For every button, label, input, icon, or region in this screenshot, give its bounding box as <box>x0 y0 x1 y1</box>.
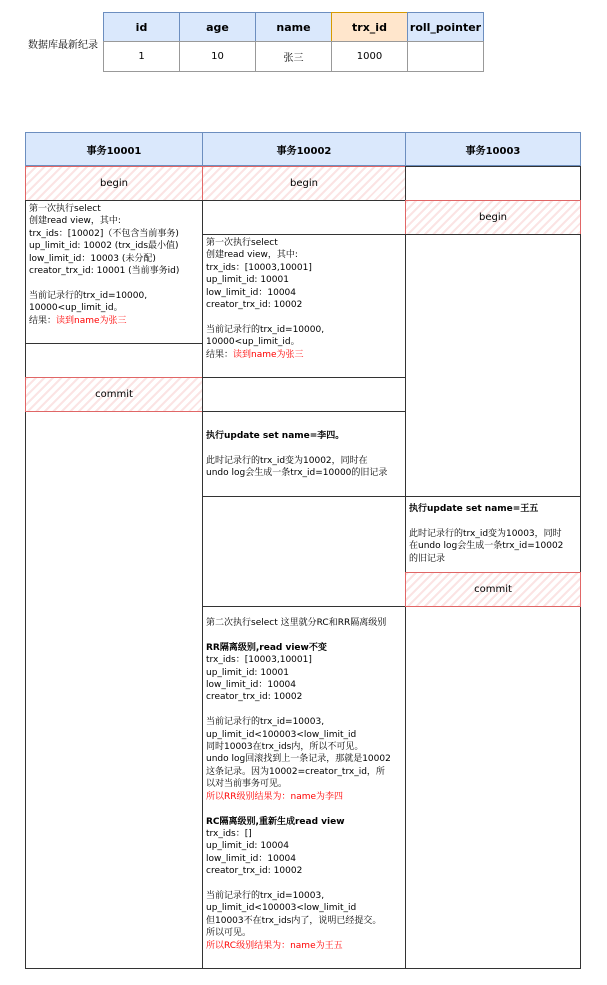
rr-result: 所以RR级别结果为：name为李四 <box>206 791 344 802</box>
t10001-select-details: 第一次执行select 创建read view，其中: trx_ids：[10002]（不包含当前事务) up_limit_id: 10002 (trx_ids最小值) low_limit_id：10003 (未分配) creator_trx_id: 10001 (当前事务id) 当前记录行的trx_id=10000, 10000<up_limit_id。 <box>29 204 180 314</box>
rc-details: trx_ids：[] up_limit_id: 10004 low_limit_id：10004 creator_trx_id: 10002 当前记录行的trx_id=10003, up_limit_id<100003<low_limit_id 但10003不在trx_ids内了，说明已经提交。 所以可见。 <box>206 828 382 939</box>
rc-title: RC隔离级别,重新生成read view <box>206 816 345 827</box>
t10003-update-details: 此时记录行的trx_id变为10003，同时 在undo log会生成一条trx_id=10002 的旧记录 <box>409 528 564 564</box>
t10002-begin: begin <box>202 166 406 201</box>
rr-details: trx_ids：[10003,10001] up_limit_id: 10001 low_limit_id：10004 creator_trx_id: 10002 当前记录行的trx_id=10003, up_limit_id<100003<low_limit_id 同时10003在trx_ids内，所以不可见。 undo log回滚找到上一条记录，那就是10002 这条记录。因为10002=creator_trx_id，所 以对当前事务可见。 <box>206 655 391 790</box>
cell-trx-id: 1000 <box>331 41 408 72</box>
header-roll-pointer: roll_pointer <box>407 12 484 42</box>
t10003-spacer-2 <box>405 234 581 497</box>
cell-roll-pointer <box>407 41 484 72</box>
t10003-update-title: 执行update set name=王五 <box>409 504 539 514</box>
header-trx-id: trx_id <box>331 12 408 42</box>
t10001-commit: commit <box>25 377 203 412</box>
cell-name: 张三 <box>255 41 332 72</box>
t10002-select-details: 第一次执行select 创建read view，其中: trx_ids：[10003,10001] up_limit_id: 10001 low_limit_id：10004 creator_trx_id: 10002 当前记录行的trx_id=10000, 10000<up_limit_id。 <box>206 238 325 348</box>
transaction-header-10002: 事务10002 <box>202 132 406 166</box>
rc-result: 所以RC级别结果为：name为王五 <box>206 940 343 951</box>
t10002-spacer-2 <box>202 377 406 412</box>
t10002-update <box>202 411 406 497</box>
t10001-spacer <box>25 343 203 378</box>
t10002-second-intro: 第二次执行select 这里就分RC和RR隔离级别 <box>206 618 387 628</box>
t10003-commit: commit <box>405 572 581 607</box>
t10002-update-title: 执行update set name=李四。 <box>206 431 345 441</box>
cell-id: 1 <box>103 41 180 72</box>
t10001-result-value: 读到name为张三 <box>56 315 127 326</box>
db-record-label: 数据库最新纪录 <box>28 40 98 51</box>
t10002-spacer-3 <box>202 496 406 607</box>
header-id: id <box>103 12 180 42</box>
t10002-second-select <box>202 606 406 969</box>
transaction-header-10003: 事务10003 <box>405 132 581 166</box>
transaction-header-10001: 事务10001 <box>25 132 203 166</box>
header-age: age <box>179 12 256 42</box>
t10003-begin: begin <box>405 200 581 235</box>
t10001-result-prefix: 结果： <box>29 315 57 326</box>
t10001-first-select <box>25 200 203 344</box>
cell-age: 10 <box>179 41 256 72</box>
t10002-spacer-1 <box>202 200 406 235</box>
t10002-result-prefix: 结果： <box>206 349 234 360</box>
t10003-spacer-1 <box>405 166 581 201</box>
t10003-update <box>405 496 581 573</box>
t10001-begin: begin <box>25 166 203 201</box>
t10002-update-details: 此时记录行的trx_id变为10002，同时在 undo log会生成一条trx_id=10000的旧记录 <box>206 455 388 479</box>
header-name: name <box>255 12 332 42</box>
t10002-first-select <box>202 234 406 378</box>
rr-title: RR隔离级别,read view不变 <box>206 642 327 653</box>
t10002-result-value: 读到name为张三 <box>233 349 304 360</box>
